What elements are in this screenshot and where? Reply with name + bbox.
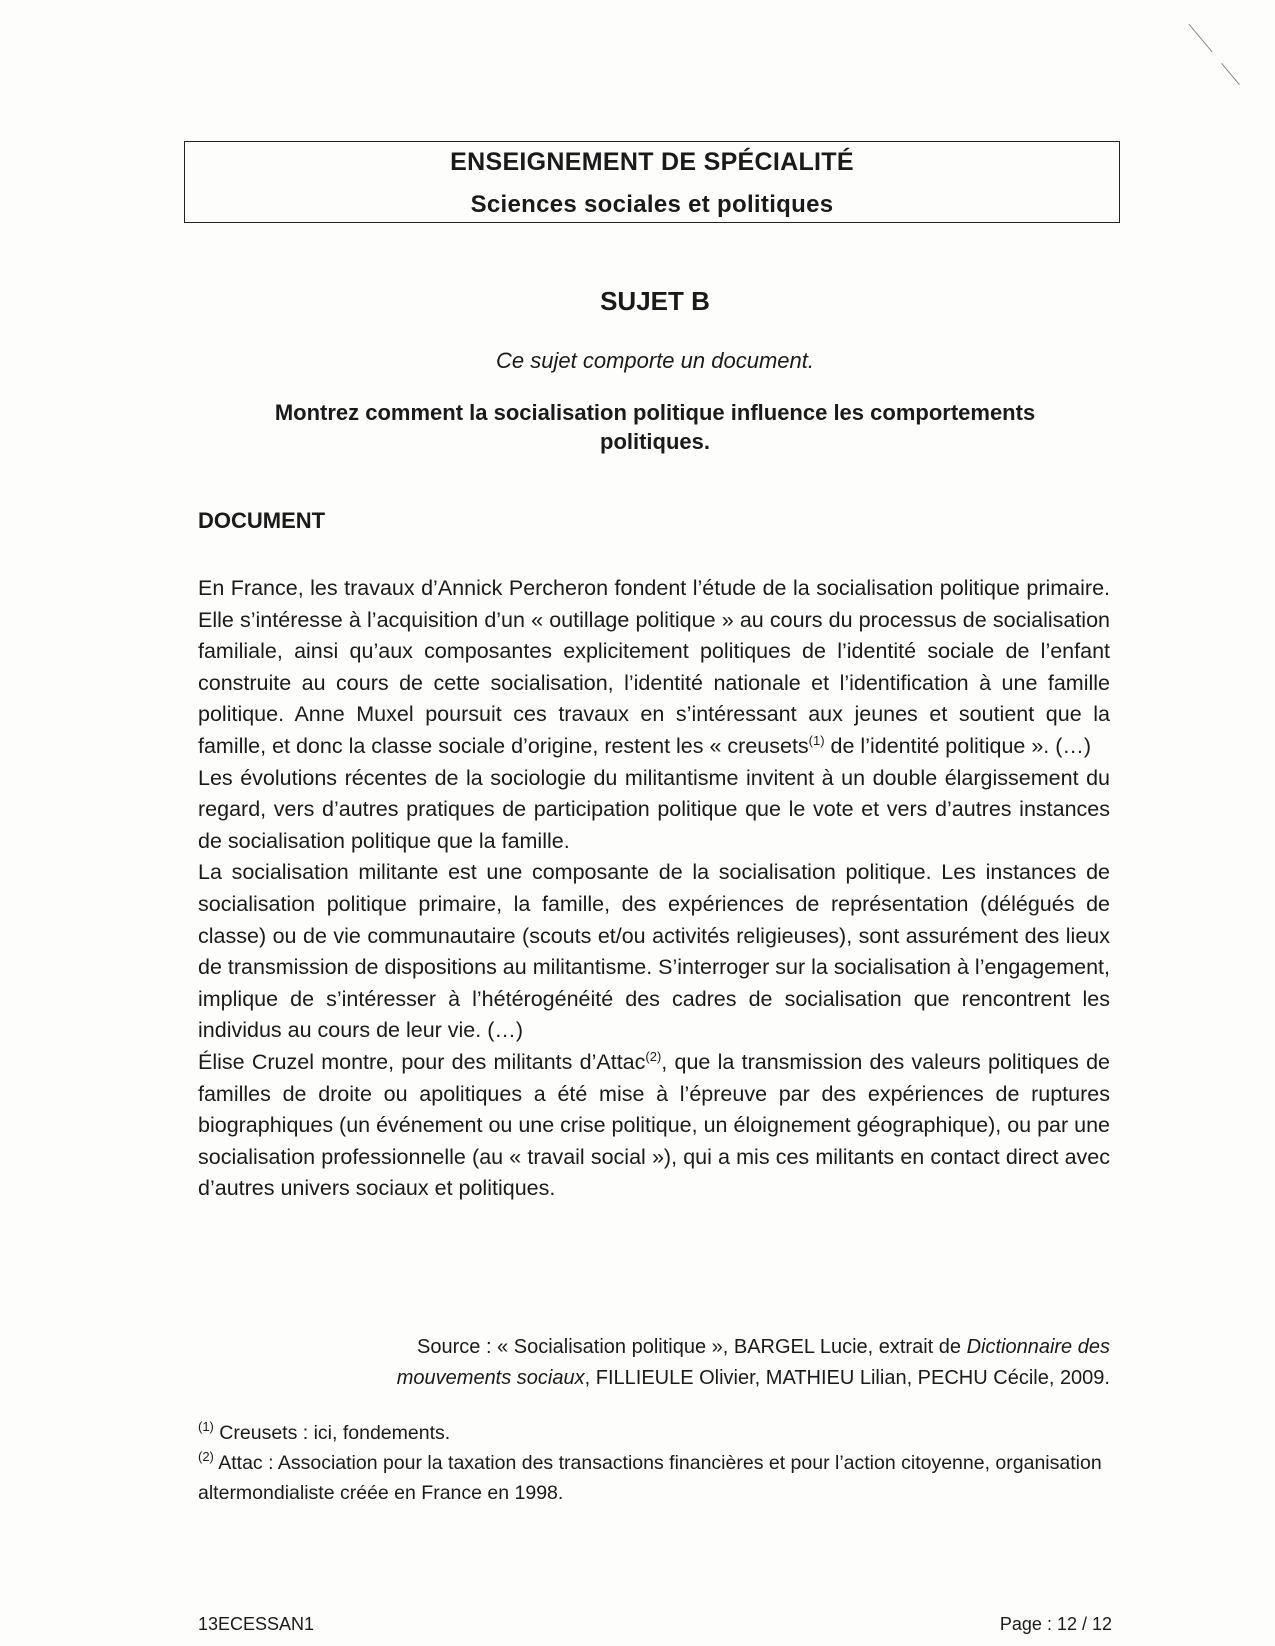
paragraph-text: Élise Cruzel montre, pour des militants d’Attac [198, 1049, 646, 1074]
document-paragraph-3: La socialisation militante est une composante de la socialisation politique. Les instances de socialisation politique primaire, la famille, des expériences de représentation (délégués de classe) ou de vie communautaire (scouts et/ou activités religieuses), sont assurément des lieux de transmission de dispositions au militantisme. S’interroger sur la socialisation à l’engagement, implique de s’intéresser à l’hétérogénéité des cadres de socialisation que rencontrent les individus au cours de leur vie. (…) [198, 860, 1110, 1043]
footnote-2 [198, 1448, 1110, 1508]
subject-title: SUJET B [600, 286, 710, 316]
footer-code: 13ECESSAN1 [198, 1614, 315, 1634]
subject-question: Montrez comment la socialisation politique influence les comportements politiques. [274, 400, 1036, 454]
document-paragraph-1 [198, 573, 1110, 763]
scan-mark [1221, 63, 1240, 85]
source-prefix: Source : « Socialisation politique », BARGEL Lucie, extrait de [417, 1336, 967, 1358]
header-subtitle: Sciences sociales et politiques [470, 191, 834, 218]
subject-note: Ce sujet comporte un document. [496, 348, 814, 373]
paragraph-text: , que la transmission des valeurs politiques de familles de droite ou apolitiques a été mise à l’épreuve par des expériences de ruptures biographiques (un événement ou une crise politique, un éloignement géographique), ou par une socialisation professionnelle (au « travail social »), qui a mis ces militants en contact direct avec d’autres univers sociaux et politiques. [198, 1049, 1111, 1201]
document-heading: DOCUMENT [198, 508, 326, 533]
footnote-ref-1: (1) [808, 732, 825, 748]
footnote-text: Attac : Association pour la taxation des transactions financières et pour l’action citoyenne, organisation altermondialiste créée en France en 1998. [198, 1452, 1102, 1504]
footnotes [198, 1418, 1110, 1508]
document-paragraph-2: Les évolutions récentes de la sociologie du militantisme invitent à un double élargissement du regard, vers d’autres pratiques de participation politique que le vote et vers d’autres instances de socialisation politique que la famille. [198, 765, 1110, 853]
footnote-mark: (2) [198, 1449, 214, 1464]
footnote-mark: (1) [198, 1419, 214, 1434]
header-box [184, 141, 1120, 223]
footnote-ref-2: (2) [645, 1048, 662, 1064]
footnote-1 [198, 1418, 1110, 1448]
header-title: ENSEIGNEMENT DE SPÉCIALITÉ [450, 148, 854, 176]
source-citation [300, 1332, 1110, 1394]
document-paragraph-4 [198, 1047, 1110, 1205]
source-suffix: , FILLIEULE Olivier, MATHIEU Lilian, PECHU Cécile, 2009. [584, 1367, 1110, 1389]
source-book-title: Dictionnaire des mouvements sociaux [396, 1336, 1110, 1389]
footnote-text: Creusets : ici, fondements. [213, 1422, 451, 1444]
paragraph-text: En France, les travaux d’Annick Percheron fondent l’étude de la socialisation politique primaire. Elle s’intéresse à l’acquisition d’un « outillage politique » au cours du processus de socialisation familiale, ainsi qu’aux composantes explicitement politiques de l’identité sociale de l’enfant construite au cours de cette socialisation, l’identité nationale et l’identification à une famille politique. Anne Muxel poursuit ces travaux en s’intéressant aux jeunes et soutient que la famille, et donc la classe sociale d’origine, restent les « creusets [198, 576, 1110, 758]
paragraph-text: de l’identité politique ». (…) [824, 733, 1092, 758]
footer-page-number: Page : 12 / 12 [999, 1614, 1112, 1634]
scan-mark [1189, 24, 1213, 52]
document-body [198, 573, 1110, 1205]
